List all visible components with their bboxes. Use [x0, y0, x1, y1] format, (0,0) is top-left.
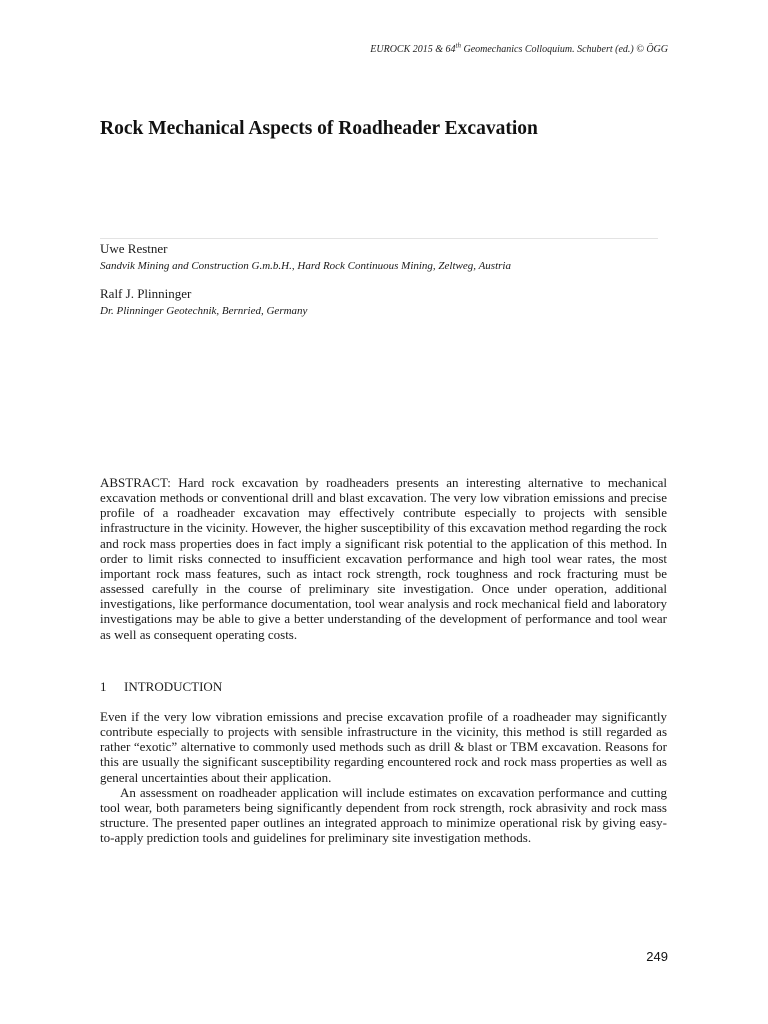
section-body [100, 709, 667, 845]
author-block-1 [100, 241, 668, 274]
section-title: INTRODUCTION [124, 679, 223, 694]
body-paragraph-2: An assessment on roadheader application will include estimates on excavation performance and cutting tool wear, both parameters being significantly dependent from rock strength, rock abrasivity and rock mass structure. The presented paper outlines an integrated approach to minimize operational risk by giving easy-to-apply prediction tools and guidelines for preliminary site investigation methods. [100, 784, 667, 846]
abstract: ABSTRACT: Hard rock excavation by roadheaders presents an interesting alternative to mechanical excavation methods or conventional drill and blast excavation. The very low vibration emissions and precise profile of a roadheader excavation may effectively contribute especially to projects with sensible infrastructure in the vicinity. However, the higher susceptibility of this excavation method regarding the rock and rock mass properties does in fact imply a significant risk potential to the application of this method. In order to limit risks connected to insufficient excavation performance and high tool wear rates, the most important rock mass features, such as intact rock strength, rock toughness and rock fracturing must be assessed carefully in the course of preliminary site investigation. Once under operation, additional investigations, like performance documentation, tool wear analysis and rock mechanical field and laboratory investigations may be able to give a better understanding of the development of performance and tool wear as well as consequent operating costs. [100, 475, 667, 642]
paper-title: Rock Mechanical Aspects of Roadheader Excavation [100, 118, 538, 139]
page-number: 249 [646, 949, 668, 964]
running-header-suffix: Geomechanics Colloquium. Schubert (ed.) © ÖGG [460, 44, 668, 55]
running-header [370, 41, 668, 55]
author-name: Ralf J. Plinninger [100, 286, 192, 301]
running-header-prefix: EUROCK 2015 & 64 [370, 44, 456, 55]
author-affiliation: Sandvik Mining and Construction G.m.b.H., Hard Rock Continuous Mining, Zeltweg, Austria [100, 260, 511, 272]
author-affiliation: Dr. Plinninger Geotechnik, Bernried, Germany [100, 305, 308, 317]
author-block-2 [100, 286, 668, 319]
section-heading [100, 679, 222, 695]
author-name: Uwe Restner [100, 241, 168, 256]
body-paragraph-1: Even if the very low vibration emissions and precise excavation profile of a roadheader may significantly contribute especially to projects with sensible infrastructure in the vicinity, this method is still regarded as rather “exotic” alternative to commonly used methods such as drill & blast or TBM excavation. Reasons for this are usually the significant susceptibility regarding encountered rock and rock mass properties as well as general uncertainties about their application. [100, 709, 667, 785]
title-divider [100, 238, 658, 239]
section-number: 1 [100, 679, 107, 694]
running-header-superscript: th [455, 41, 461, 50]
